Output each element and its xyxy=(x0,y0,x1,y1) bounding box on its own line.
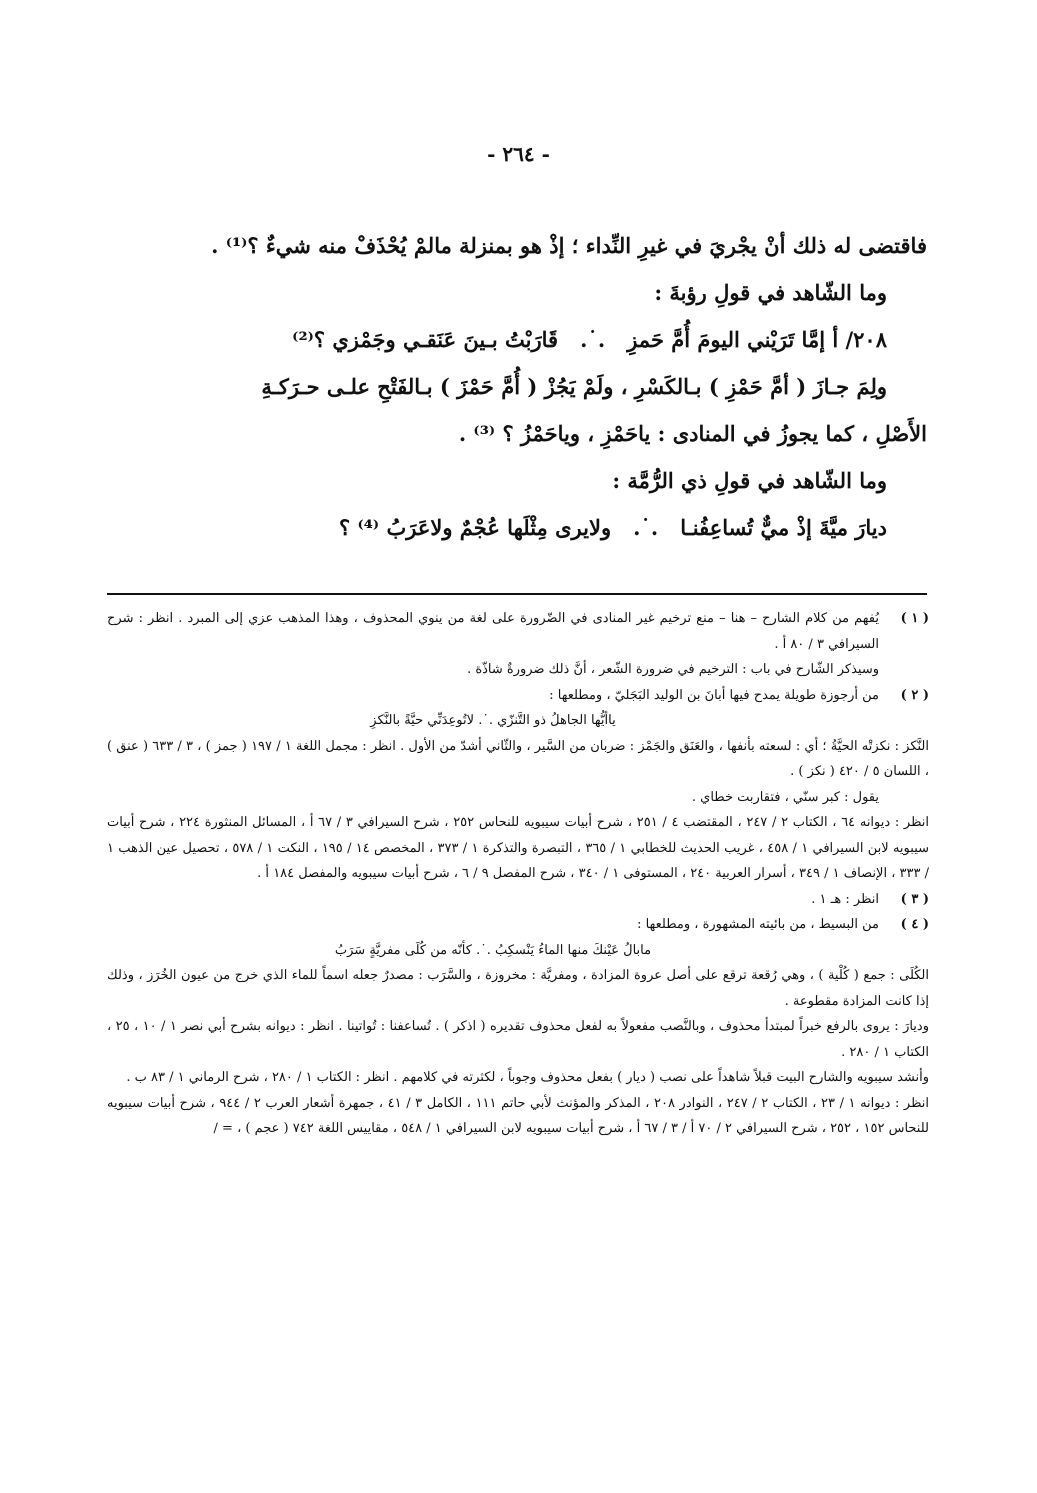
footnote-1 xyxy=(107,606,929,683)
footnote-2-sources: انظر : ديوانه ٦٤ ، الكتاب ٢ / ٢٤٧ ، المقتضب ٤ / ٢٥١ ، شرح أبيات سيبويه للنحاس ٢٥٢ ، شرح السيرافي ٣ / ٦٧ أ ، المسائل المنثورة ٢٢٤ ، شرح أبيات سيبويه لابن السيرافي ١ / ٤٥٨ ، غريب الحديث للخطابي ١ / ٣٦٥ ، التبصرة والتذكرة ١ / ٣٧٣ ، المخصص ١٤ / ١٩٥ ، النكت ١ / ٥٧٨ ، تحصيل عين الذهب ١ / ٣٣٣ ، الإنصاف ١ / ٣٤٩ ، أسرار العربية ٢٤٠ ، المستوفى ١ / ٣٤٠ ، شرح المفصل ٩ / ٦ ، شرح أبيات سيبويه والمفصل ١٨٤ أ . xyxy=(107,815,930,881)
footnote-number: ( ٢ ) xyxy=(900,687,929,703)
footnote-4-paragraph: الكُلَى : جمع ( كُلْية ) ، وهي رُقعة ترقع على أصل عروة المزادة ، ومفريَّة : مخروزة ، والسَّرَب : مصدرٌ جعله اسماً للماء الذي خرج من عيون الخُرَز ، وذلك إذا كانت المزادة مقطوعة . xyxy=(107,968,929,1009)
verse-dhu-rumma xyxy=(107,504,927,551)
main-line-1: فاقتضى له ذلك أنْ يجْريَ في غيرِ النِّداء ؛ إذْ هو بمنزلة مالمْ يُحْذَفْ منه شيءٌ ؟⁽¹⁾ . xyxy=(211,233,927,258)
footnote-4-sources: انظر : ديوانه ١ / ٢٣ ، الكتاب ٢ / ٢٤٧ ، النوادر ٢٠٨ ، المذكر والمؤنث لأبي حاتم ١١١ ، الكامل ٣ / ٤١ ، جمهرة أشعار العرب ٢ / ٩٤٤ ، شرح أبيات سيبويه للنحاس ١٥٢ ، ٢٥٢ ، شرح السيرافي ٢ / ٧٠ أ / ٣ / ٦٧ أ ، شرح أبيات سيبويه لابن السيرافي ١ / ٥٤٨ ، مقاييس اللغة ٧٤٢ ( عجم ) ، = / xyxy=(107,1095,929,1136)
main-line-5: الأَصْلِ ، كما يجوزُ في المنادى : ياحَمْزِ ، وياحَمْزُ ؟ ⁽³⁾ . xyxy=(458,421,927,446)
footnote-number: ( ٤ ) xyxy=(900,917,929,932)
footnote-number: ( ١ ) xyxy=(900,611,929,626)
verse-ruba-first-hemistich: ٢٠٨/ أ إمَّا تَرَيْني اليومَ أُمَّ حَمزِ xyxy=(627,327,887,352)
main-line-6: وما الشّاهد في قولِ ذي الرُّمَّة : xyxy=(612,468,887,493)
footnote-3 xyxy=(107,887,929,913)
footnote-2-paragraph: النَّكز : نكزتْه الحيَّةُ ؛ أي : لسعته بأنفها ، والعَنَق والجَمْز : ضربان من السَّير ، والثّاني أشدّ من الأول . انظر : مجمل اللغة ١ / ١٩٧ ( جمز ) ، ٣ / ٦٣٣ ( عنق ) ، اللسان ٥ / ٤٢٠ ( نكز ) . xyxy=(107,738,929,779)
verse-dhu-rumma-second-hemistich: ولايرى مِثْلَها عُجْمٌ ولاعَرَبُ ⁽⁴⁾ ؟ xyxy=(339,515,612,540)
main-text xyxy=(107,222,927,551)
footnote-number: ( ٣ ) xyxy=(900,891,929,907)
footnote-divider xyxy=(107,593,927,595)
main-line-2: وما الشّاهد في قولِ رؤبةَ : xyxy=(654,280,887,305)
footnote-3-text: انظر : هـ ١ . xyxy=(811,891,879,907)
verse-ruba-second-hemistich: قَارَبْتُ بـينَ عَنَقـي وجَمْزي ؟⁽²⁾ xyxy=(292,327,559,352)
footnote-4-paragraph: وديارَ : يروى بالرفع خبراً لمبتدأ محذوف ، وبالنَّصب مفعولاً به لفعل محذوف تقديره ( اذكر ) . تُساعفنا : تُواتينا . انظر : ديوانه بشرح أبي نصر ١ / ١٠ ، ٢٥ ، الكتاب ١ / ٢٨٠ . xyxy=(107,1019,929,1060)
verse-ruba xyxy=(107,316,927,363)
verse-separator: .˙. xyxy=(580,327,606,352)
footnote-1-text-2: وسيذكر الشّارح في باب : الترخيم في ضرورة الشّعر ، أنَّ ذلك ضرورةٌ شاذّة . xyxy=(467,662,879,677)
footnotes xyxy=(107,606,929,1142)
footnote-2 xyxy=(107,683,929,887)
footnote-4-intro: من البسيط ، من بائيته المشهورة ، ومطلعها : xyxy=(637,917,879,932)
page-number: - ٢٦٤ - xyxy=(487,142,550,166)
verse-dhu-rumma-first-hemistich: ديارَ ميَّةَ إذْ ميٌّ تُساعِفُنـا xyxy=(680,515,887,540)
footnote-2-intro: من أرجوزة طويلة يمدح فيها أبانَ بن الوليد البَجَليّ ، ومطلعها : xyxy=(549,687,879,703)
footnote-2-paragraph: يقول : كبر سنّي ، فتقاربت خطاي . xyxy=(691,789,879,805)
footnote-4-paragraph: وأنشد سيبويه والشارح البيت قبلاً شاهداً على نصب ( ديار ) بفعل محذوف وجوباً ، لكثرته في كلامهم . انظر : الكتاب ١ / ٢٨٠ ، شرح الرماني ١ / ٨٣ ب . xyxy=(126,1070,929,1085)
main-line-4: ولِمَ جـازَ ( أمَّ حَمْزِ ) بـالكَسْرِ ، ولَمْ يَجُزْ ( أُمَّ حَمْزَ ) بـالفَتْحِ علـى حـرَكـةِ xyxy=(261,374,887,399)
footnote-4-verse: مابالُ عَيْنكَ منها الماءُ يَنْسكِبُ .˙. كأنّه من كُلَى مفريَّةٍ سَرَبُ xyxy=(334,942,652,958)
footnote-2-verse: ياأيُّها الجاهلُ ذو التَّنزّي .˙. لاتُوعِدَنِّي حيَّةً بالنَّكزِ xyxy=(370,713,616,728)
footnote-1-text: يُفهم من كلام الشارح – هنا – منع ترخيم غير المنادى في الضّرورة على لغة من ينوي المحذوف ، وهذا المذهب عزي إلى المبرد . انظر : شرح السيرافي ٣ / ٨٠ أ . xyxy=(107,611,879,652)
footnote-4 xyxy=(107,912,929,1142)
verse-separator: .˙. xyxy=(633,515,659,540)
